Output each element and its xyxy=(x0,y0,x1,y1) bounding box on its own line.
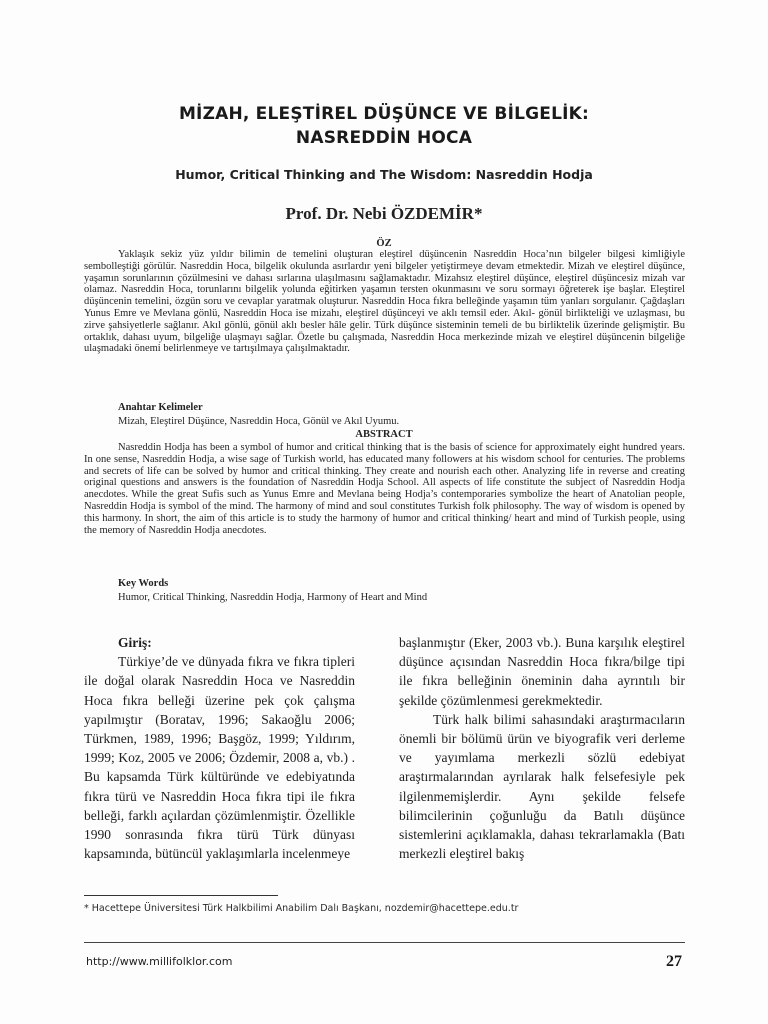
oz-heading: ÖZ xyxy=(376,238,392,249)
body-right-column xyxy=(399,633,685,863)
article-title-line-2: NASREDDİN HOCA xyxy=(295,128,473,148)
article-subtitle: Humor, Critical Thinking and The Wisdom: Nasreddin Hodja xyxy=(175,167,593,182)
abstract-heading: ABSTRACT xyxy=(355,429,413,440)
oz-text: Yaklaşık sekiz yüz yıldır bilimin de temelini oluşturan eleştirel düşüncenin Nasreddin Hoca’nın bilgeler bilgesi kimliğiyle sembolleştiği görülür. Nasreddin Hoca, bilgelik okulunda asırlardır yeni bilgeler yetiştirmeye devam etmektedir. Mizah ve eleştirel düşünce, yaşamın sorunlarının çözülmesini ve dahası sırlarına ulaşılmasını sağlamaktadır. Mizahsız eleştirel düşünce, eleştirel düşüncesiz mizah var olamaz. Nasreddin Hoca, torunlarını bilgelik yolunda eğitirken yaşamın tersten okunmasını ve soru sormayı öğreterek işe başlar. Eleştirel düşüncenin temelini, özgün soru ve cevaplar yaratmak oluşturur. Nasreddin Hoca fıkra belleğinde yaşamın tüm yanları sorgulanır. Çağdaşları Yunus Emre ve Mevlana gönlü, Nasreddin Hoca ise mizahı, eleştirel düşünceyi ve aklı temsil eder. Akıl- gönül birlikteliği ve uzlaşması, bu zirve şahsiyetlerle sağlanır. Akıl gönlü, gönül aklı besler hâle gelir. Türk düşünce sisteminin temeli de bu birliktelik üzerinde gelişmiştir. Bu ortaklık, dahası uyum, bilgeliğe ulaşmayı sağlar. Özetle bu çalışmada, Nasreddin Hoca merkezinde mizah ve eleştirel düşüncenin bilgeliğe ulaşmadaki önemi belirlenmeye ve tartışılmaya çalışılmaktadır. xyxy=(84,249,685,355)
abstract-keywords: Humor, Critical Thinking, Nasreddin Hodja, Harmony of Heart and Mind xyxy=(118,592,428,603)
article-title-line-1: MİZAH, ELEŞTİREL DÜŞÜNCE VE BİLGELİK: xyxy=(178,104,590,124)
body-paragraph: başlanmıştır (Eker, 2003 vb.). Buna karşılık eleştirel düşünce açısından Nasreddin Hoca fıkra/bilge tipi ile fıkra belleğinin öneminin daha ayrıntılı bir şekilde çözümlenmesi gerekmektedir. xyxy=(399,635,685,708)
footnote-divider xyxy=(84,895,278,896)
abstract-keywords-label: Key Words xyxy=(118,578,169,589)
section-heading-giris: Giriş: xyxy=(118,635,152,650)
body-paragraph: Türkiye’de ve dünyada fıkra ve fıkra tipleri ile doğal olarak Nasreddin Hoca ve Nasreddin Hoca fıkra belleği üzerine pek çok çalışma yapılmıştır (Boratav, 1996; Sakaoğlu 2006; Türkmen, 1989, 1996; Başgöz, 1999; Yıldırım, 1999; Koz, 2005 ve 2006; Özdemir, 2008 a, vb.) . Bu kapsamda Türk kültüründe ve edebiyatında fıkra türü ve Nasreddin Hoca fıkra tipi ile fıkra belleği, farklı açılardan çözümlenmiştir. Özellikle 1990 sonrasında fıkra türü Türk dünyası kapsamında, bütüncül yaklaşımlarla incelenmeye xyxy=(84,654,355,862)
abstract-text: Nasreddin Hodja has been a symbol of humor and critical thinking that is the basis of science for approximately eight hundred years. In one sense, Nasreddin Hodja, a wise sage of Turkish world, has educated many followers at his wisdom school for centuries. The problems and secrets of life can be solved by humor and critical thinking. They create and nourish each other. Analyzing life in reverse and creating original questions and answers is the foundation of Nasreddin Hodja School. All aspects of life constitute the subject of Nasreddin Hodja anecdotes. While the great Sufis such as Yunus Emre and Mevlana being Hodja’s contemporaries symbolize the heart of Anatolian people, Nasreddin Hodja is symbol of the mind. The harmony of mind and soul constitutes Turkish folk philosophy. The way of wisdom is opened by this harmony. In short, the aim of this article is to study the harmony of humor and critical thinking/ heart and mind of Turkish people, using the memory of Nasreddin Hodja anecdotes. xyxy=(84,442,685,536)
body-left-column xyxy=(84,633,355,863)
author-affiliation-footnote: * Hacettepe Üniversitesi Türk Halkbilimi Anabilim Dalı Başkanı, nozdemir@hacettepe.edu.tr xyxy=(84,903,519,914)
oz-keywords-label: Anahtar Kelimeler xyxy=(118,402,203,413)
body-paragraph: Türk halk bilimi sahasındaki araştırmacıların önemli bir bölümü ürün ve biyografik veri derleme ve yayımlama merkezli sözlü edebiyat araştırmalarından ayrılarak halk felsefesiyle pek ilgilenmemişlerdir. Aynı şekilde felsefe bilimcilerinin çoğunluğu da Batılı düşünce sistemlerini açıklamakla, dahası tekrarlamakla (Batı merkezli eleştirel bakış xyxy=(399,711,685,862)
journal-url[interactable]: http://www.millifolklor.com xyxy=(86,955,233,968)
oz-keywords: Mizah, Eleştirel Düşünce, Nasreddin Hoca, Gönül ve Akıl Uyumu. xyxy=(118,416,400,427)
page-number: 27 xyxy=(666,953,682,970)
author-name: Prof. Dr. Nebi ÖZDEMİR* xyxy=(285,204,483,223)
footer-divider xyxy=(84,942,685,943)
